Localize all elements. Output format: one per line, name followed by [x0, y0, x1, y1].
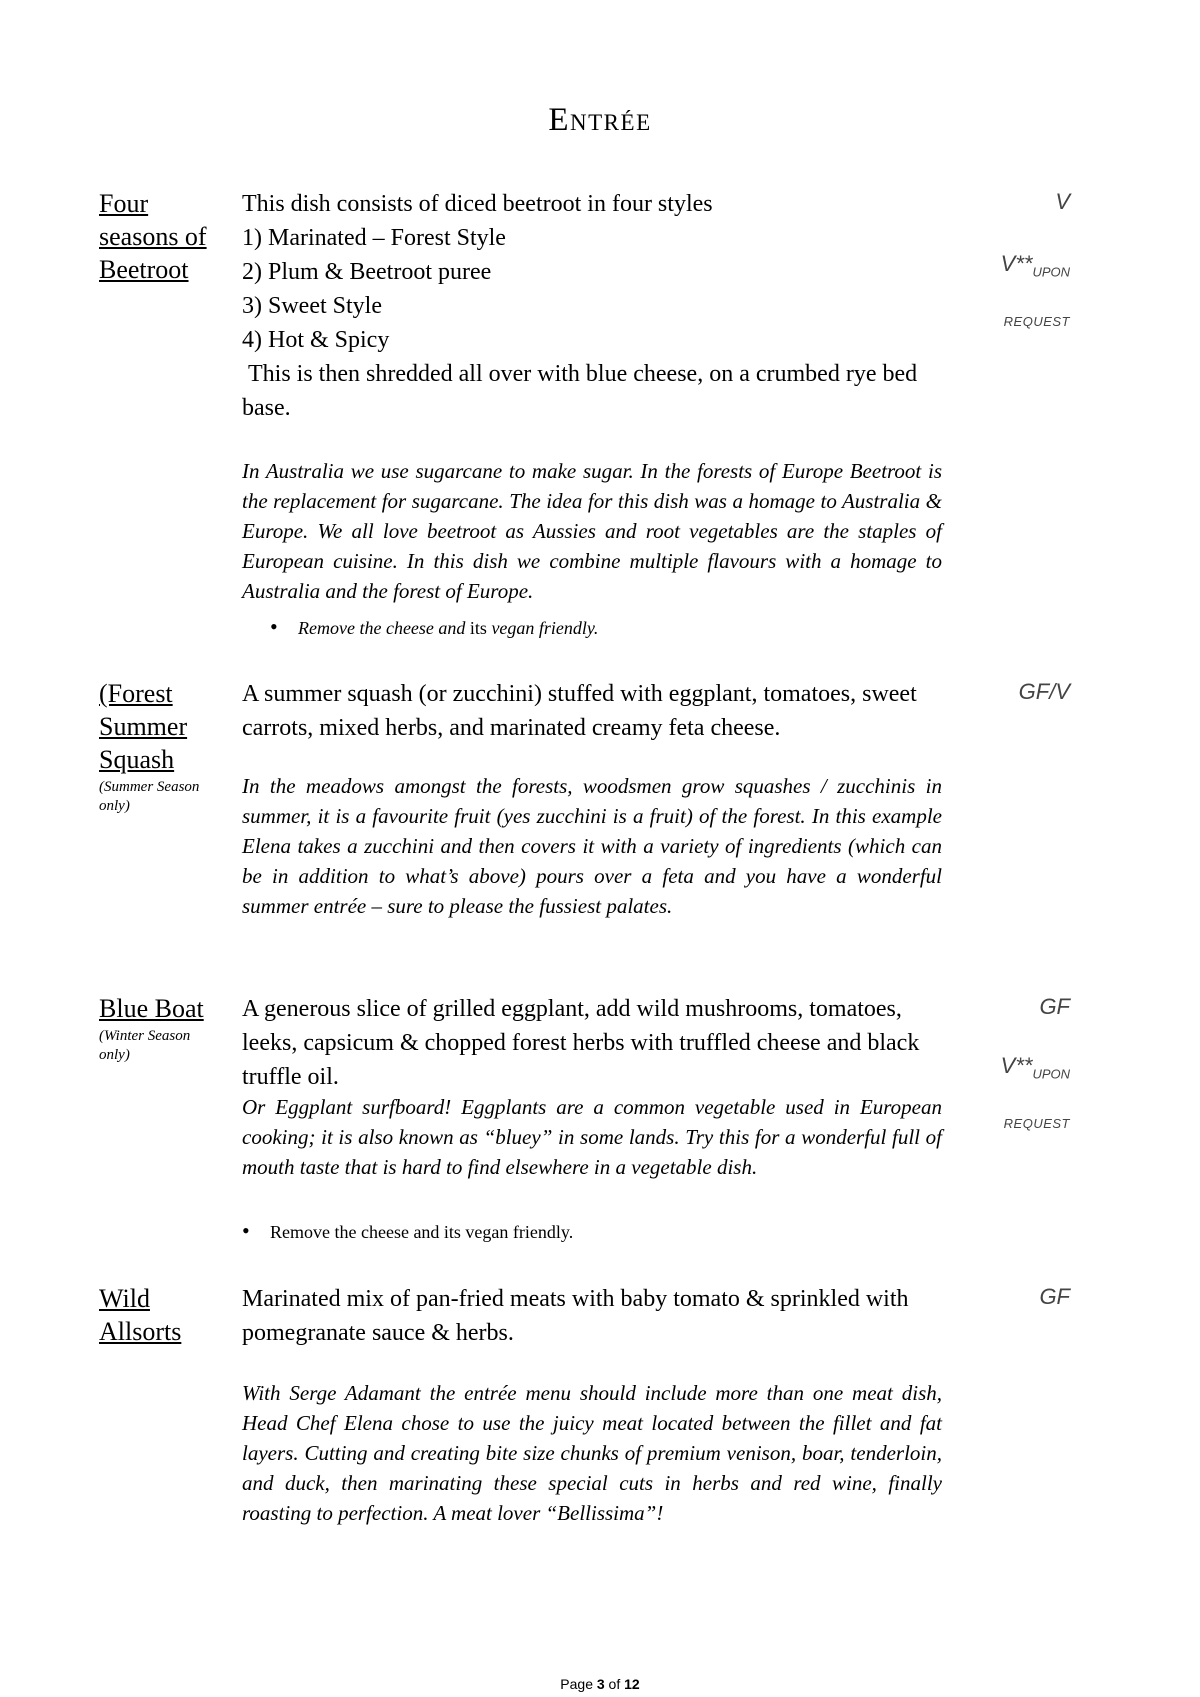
season-note: (Summer Season only)	[99, 779, 200, 814]
dish-story-four-seasons: In Australia we use sugarcane to make sugar. In the forests of Europe Beetroot is the replacement for sugarcane. The idea for this dish was a homage to Australia & Europe. We all love beetroot as Aussies and root vegetables are the staples of European cuisine. In this dish we combine multiple flavours with a homage to Australia and the forest of Europe.	[242, 459, 942, 603]
dish-description-forest-summer-squash: A summer squash (or zucchini) stuffed with eggplant, tomatoes, sweet carrots, mixed herbs, and marinated creamy feta cheese.	[242, 681, 917, 741]
bullet-text: vegan friendly.	[491, 618, 599, 638]
bullet-item	[270, 615, 598, 640]
dietary-tag-main: V**	[1000, 1053, 1033, 1078]
dietary-tag: GF/V	[1018, 679, 1070, 704]
dish-story-wild-allsorts: With Serge Adamant the entrée menu should include more than one meat dish, Head Chef Elena chose to use the juicy meat located between the fillet and fat layers. Cutting and creating bite size chunks of premium venison, boar, tenderloin, and duck, then marinating these special cuts in herbs and red wine, finally roasting to perfection. A meat lover “Bellissima”!	[242, 1381, 942, 1525]
description-line: This dish consists of diced beetroot in four styles	[242, 191, 713, 217]
dish-description-wild-allsorts: Marinated mix of pan-fried meats with baby tomato & sprinkled with pomegranate sauce & herbs.	[242, 1286, 909, 1346]
dish-name-text: (Forest Summer Squash	[99, 679, 188, 774]
dish-name-wild-allsorts	[99, 1282, 219, 1348]
dietary-tag-upon	[1001, 251, 1070, 279]
description-line: This is then shredded all over with blue cheese, on a crumbed rye bed base.	[242, 361, 924, 421]
page-middle: of	[604, 1676, 625, 1692]
dietary-tag-sub: UPON	[1032, 264, 1070, 280]
description-line: 3) Sweet Style	[242, 293, 382, 319]
dietary-tag: V	[1055, 189, 1070, 214]
dish-name-text: Blue Boat	[99, 994, 204, 1023]
dish-name-forest-summer-squash	[99, 677, 219, 816]
dietary-tag: GF	[1039, 994, 1070, 1019]
bullet-item	[242, 1219, 573, 1244]
bullet-text: its	[465, 618, 492, 638]
page-number	[0, 1676, 1200, 1692]
bullet-text: Remove the cheese and its vegan friendly.	[270, 1222, 574, 1242]
bullet-dot-icon: •	[270, 614, 278, 639]
dietary-tag-upon	[1001, 1053, 1070, 1081]
description-line: 2) Plum & Beetroot puree	[242, 259, 492, 285]
dietary-tag: GF	[1039, 1284, 1070, 1309]
description-line: 1) Marinated – Forest Style	[242, 225, 506, 251]
description-line: 4) Hot & Spicy	[242, 327, 390, 353]
page-prefix: Page	[560, 1676, 597, 1692]
dish-description-blue-boat: A generous slice of grilled eggplant, add wild mushrooms, tomatoes, leeks, capsicum & chopped forest herbs with truffled cheese and black truffle oil.	[242, 996, 920, 1090]
page-title: Entrée	[548, 102, 652, 138]
dietary-tag-request: REQUEST	[1003, 314, 1070, 329]
dish-name-four-seasons	[99, 187, 219, 286]
dish-name-text: Wild Allsorts	[99, 1284, 182, 1346]
bullet-text: Remove the cheese and	[298, 618, 466, 638]
dish-story-forest-summer-squash: In the meadows amongst the forests, woodsmen grow squashes / zucchinis in summer, it is a favourite fruit (yes zucchini is a fruit) of the forest. In this example Elena takes a zucchini and then covers it with a variety of ingredients (which can be in addition to what’s above) pours over a feta and you have a wonderful summer entrée – sure to please the fussiest palates.	[242, 774, 942, 918]
bullet-dot-icon: •	[242, 1218, 250, 1243]
season-note: (Winter Season only)	[99, 1028, 191, 1063]
dish-name-text: Four seasons of Beetroot	[99, 189, 207, 284]
page-total: 12	[624, 1676, 640, 1692]
dish-name-blue-boat	[99, 992, 219, 1065]
dietary-tag-sub: UPON	[1032, 1066, 1070, 1082]
dish-description-four-seasons	[242, 187, 942, 425]
dish-story-blue-boat: Or Eggplant surfboard! Eggplants are a common vegetable used in European cooking; it is also known as “bluey” in some lands. Try this for a wonderful full of mouth taste that is hard to find elsewhere in a vegetable dish.	[242, 1095, 942, 1179]
dietary-tag-main: V**	[1000, 251, 1033, 276]
page-current: 3	[596, 1676, 605, 1692]
dietary-tag-request: REQUEST	[1003, 1116, 1070, 1131]
